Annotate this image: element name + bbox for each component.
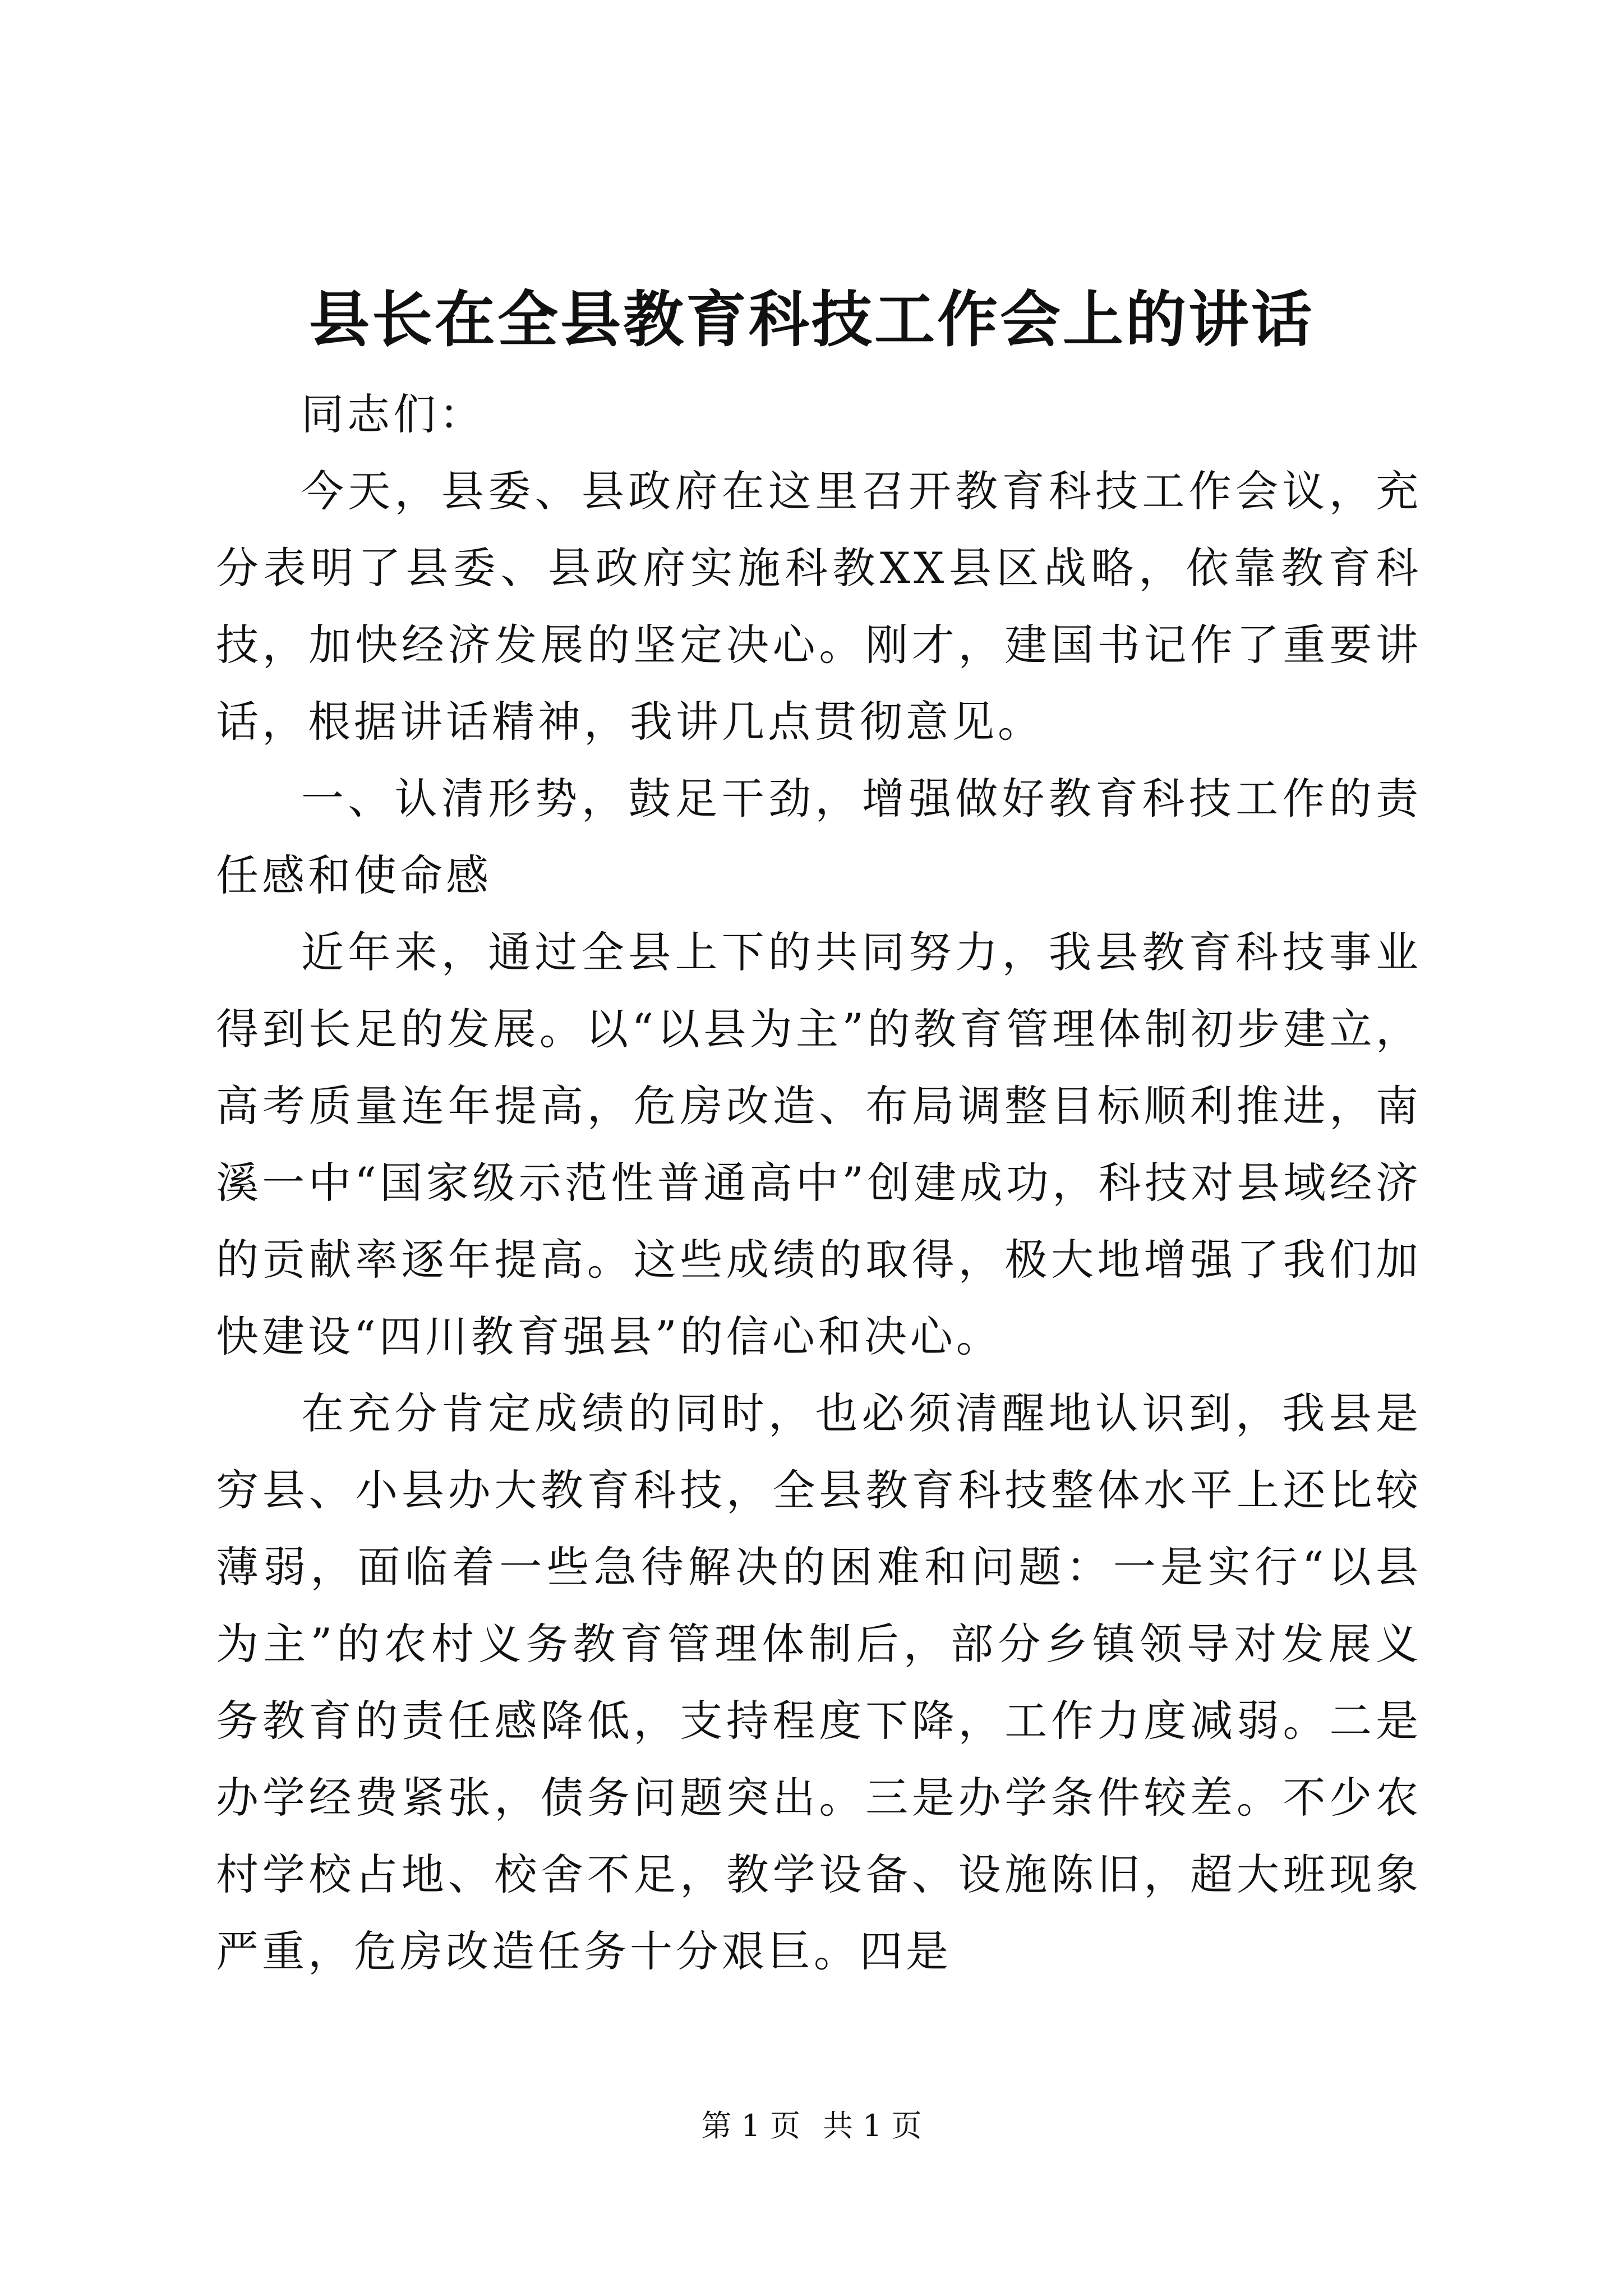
body-paragraph: 近年来，通过全县上下的共同努力，我县教育科技事业得到长足的发展。以“以县为主”的教育管理体制初步建立，高考质量连年提高，危房改造、布局调整目标顺利推进，南溪一中“国家级示范性普通高中”创建成功，科技对县域经济的贡献率逐年提高。这些成绩的取得，极大地增强了我们加快建设“四川教育强县”的信心和决心。 <box>216 927 1422 1361</box>
document-body <box>216 376 1422 1990</box>
page-total: 共 1 页 <box>823 2108 922 2143</box>
document-title: 县长在全县教育科技工作会上的讲话 <box>308 284 1314 355</box>
section-heading-paragraph: 一、认清形势，鼓足干劲，增强做好教育科技工作的责任感和使命感 <box>216 774 1422 900</box>
body-paragraph: 今天，县委、县政府在这里召开教育科技工作会议，充分表明了县委、县政府实施科教XX县区战略，依靠教育科技，加快经济发展的坚定决心。刚才，建国书记作了重要讲话，根据讲话精神，我讲几点贯彻意见。 <box>216 466 1422 747</box>
page-footer <box>0 2106 1623 2146</box>
body-paragraph: 在充分肯定成绩的同时，也必须清醒地认识到，我县是穷县、小县办大教育科技，全县教育科技整体水平上还比较薄弱，面临着一些急待解决的困难和问题：一是实行“以县为主”的农村义务教育管理体制后，部分乡镇领导对发展义务教育的责任感降低，支持程度下降，工作力度减弱。二是办学经费紧张，债务问题突出。三是办学条件较差。不少农村学校占地、校舍不足，教学设备、设施陈旧，超大班现象严重，危房改造任务十分艰巨。四是 <box>216 1388 1422 1976</box>
page-number: 第 1 页 <box>701 2108 800 2143</box>
salutation-paragraph: 同志们： <box>301 389 485 439</box>
